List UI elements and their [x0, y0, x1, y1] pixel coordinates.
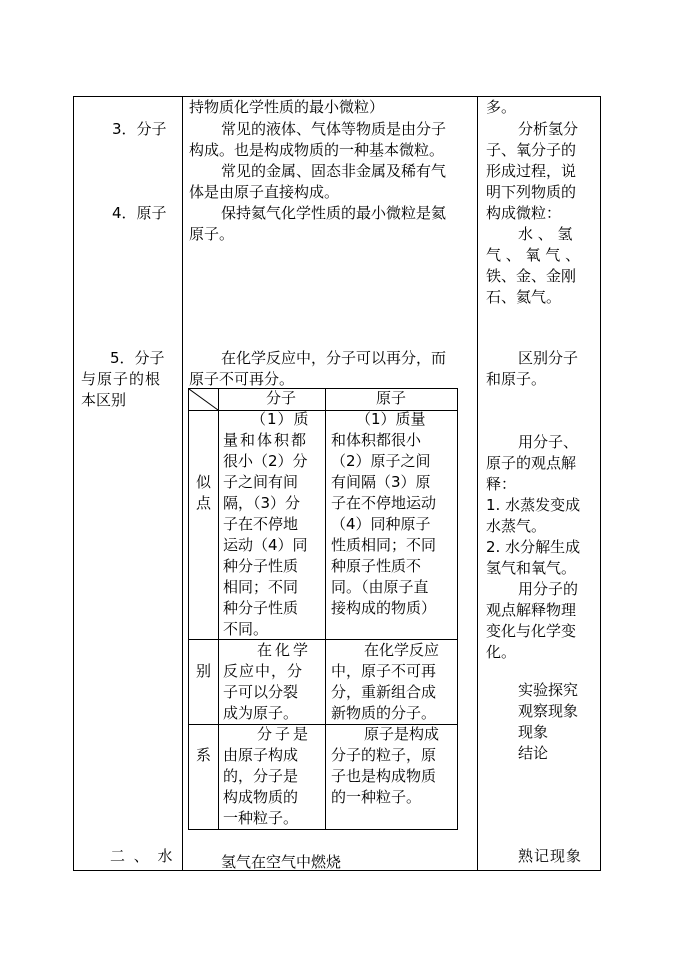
item-water: 二 、 水 — [110, 847, 175, 865]
cell-text: 的，分子是 — [223, 767, 299, 785]
row-label-similar-1: 似 — [196, 473, 212, 491]
row-label-similar-2: 点 — [196, 494, 212, 512]
right-text: 分析氢分 — [518, 120, 579, 138]
column-divider-1 — [182, 97, 183, 870]
right-text: 铁、金、金刚 — [486, 267, 577, 285]
cell-text: 很小（2）分 — [223, 452, 308, 470]
right-text: 用分子的 — [518, 580, 579, 598]
cell-text: 分，重新组合成 — [331, 683, 437, 701]
right-text: 氢气和氧气。 — [486, 559, 577, 577]
right-text: 2. 水分解生成 — [486, 538, 581, 556]
right-text: 实验探究 — [518, 681, 579, 699]
right-text: 原子的观点解 — [486, 454, 577, 472]
item-difference-line2: 与原子的根 — [81, 370, 162, 388]
cell-text: 种分子性质 — [223, 557, 299, 575]
right-text: 石、氦气。 — [486, 288, 562, 306]
row-label-relation: 系 — [196, 746, 212, 764]
cell-text: 原子是构成 — [364, 725, 440, 743]
cell-text: 在化学 — [257, 641, 312, 659]
column-divider-2 — [477, 97, 478, 870]
cell-text: 的一种粒子。 — [331, 788, 422, 806]
cell-text: 中，原子不可再 — [331, 662, 437, 680]
right-text: 1. 水蒸发变成 — [486, 496, 581, 514]
diagonal-header-cell — [189, 389, 219, 411]
cell-text: 反应中，分 — [223, 662, 304, 680]
mid-line-6: 保持氦气化学性质的最小微粒是氦 — [221, 204, 447, 222]
item-difference-line1: 5．分子 — [110, 349, 165, 367]
cell-text: （4）同种原子 — [331, 515, 431, 533]
cell-text: （1）质 — [251, 410, 310, 428]
right-text: 形成过程，说 — [486, 162, 577, 180]
cell-text: （2）原子之间 — [331, 452, 431, 470]
mid-line-4: 常见的金属、固态非金属及稀有气 — [221, 162, 447, 180]
cell-text: 新物质的分子。 — [331, 704, 437, 722]
item-difference-line3: 本区别 — [81, 391, 127, 409]
mid-line-9: 原子不可再分。 — [189, 370, 295, 388]
cell-text: 一种粒子。 — [223, 809, 299, 827]
cell-text: 同。（由原子直 — [331, 578, 429, 596]
right-bottom: 熟记现象 — [518, 847, 583, 865]
right-text: 化。 — [486, 643, 517, 661]
col-divider — [325, 389, 326, 829]
cell-text: （1）质量 — [356, 410, 426, 428]
right-text: 子、氧分子的 — [486, 141, 577, 159]
mid-line-7: 原子。 — [189, 225, 235, 243]
right-text: 气 、 氧 气 、 — [486, 246, 581, 264]
right-text: 观察现象 — [518, 702, 579, 720]
cell-text: 相同；不同 — [223, 578, 299, 596]
mid-line-1: 持物质化学性质的最小微粒） — [189, 98, 385, 116]
cell-text: 种原子性质不 — [331, 557, 422, 575]
right-text: 水 、 氢 — [518, 225, 573, 243]
cell-text: 分子是 — [257, 725, 312, 743]
right-text: 构成微粒： — [486, 204, 562, 222]
right-text: 水蒸气。 — [486, 517, 547, 535]
cell-text: 和体积都很小 — [331, 431, 422, 449]
right-text: 变化与化学变 — [486, 622, 577, 640]
cell-text: 构成物质的 — [223, 788, 299, 806]
mid-line-5: 体是由原子直接构成。 — [189, 183, 340, 201]
cell-text: 性质相同；不同 — [331, 536, 437, 554]
item-molecule: 3．分子 — [112, 120, 167, 138]
right-text: 和原子。 — [486, 370, 547, 388]
col-divider — [218, 389, 219, 829]
mid-bottom: 氢气在空气中燃烧 — [221, 853, 342, 871]
cell-text: 不同。 — [223, 620, 269, 638]
mid-line-8: 在化学反应中，分子可以再分，而 — [221, 349, 447, 367]
mid-line-3: 构成。也是构成物质的一种基本微粒。 — [189, 141, 445, 159]
header-molecule: 分子 — [266, 389, 297, 407]
cell-text: 接构成的物质） — [331, 599, 437, 617]
right-text: 多。 — [486, 98, 517, 116]
cell-text: 隔，（3）分 — [223, 494, 301, 512]
item-atom: 4．原子 — [112, 204, 167, 222]
right-text: 明下列物质的 — [486, 183, 577, 201]
row-label-difference: 别 — [196, 662, 212, 680]
cell-text: 种分子性质 — [223, 599, 299, 617]
right-text: 用分子、 — [518, 433, 579, 451]
mid-line-2: 常见的液体、气体等物质是由分子 — [221, 120, 447, 138]
cell-text: 量和体积都 — [223, 431, 309, 449]
cell-text: 子可以分裂 — [223, 683, 299, 701]
cell-text: 子之间有间 — [223, 473, 299, 491]
cell-text: 子在不停地 — [223, 515, 299, 533]
cell-text: 子也是构成物质 — [331, 767, 437, 785]
header-atom: 原子 — [376, 389, 407, 407]
cell-text: 运动（4）同 — [223, 536, 308, 554]
right-text: 现象 — [518, 723, 549, 741]
cell-text: 成为原子。 — [223, 704, 299, 722]
right-text: 释： — [486, 475, 517, 493]
cell-text: 分子的粒子，原 — [331, 746, 437, 764]
cell-text: 有间隔（3）原 — [331, 473, 431, 491]
right-text: 区别分子 — [518, 349, 579, 367]
cell-text: 在化学反应 — [364, 641, 440, 659]
cell-text: 子在不停地运动 — [331, 494, 437, 512]
right-text: 结论 — [518, 744, 549, 762]
right-text: 观点解释物理 — [486, 601, 577, 619]
cell-text: 由原子构成 — [223, 746, 299, 764]
